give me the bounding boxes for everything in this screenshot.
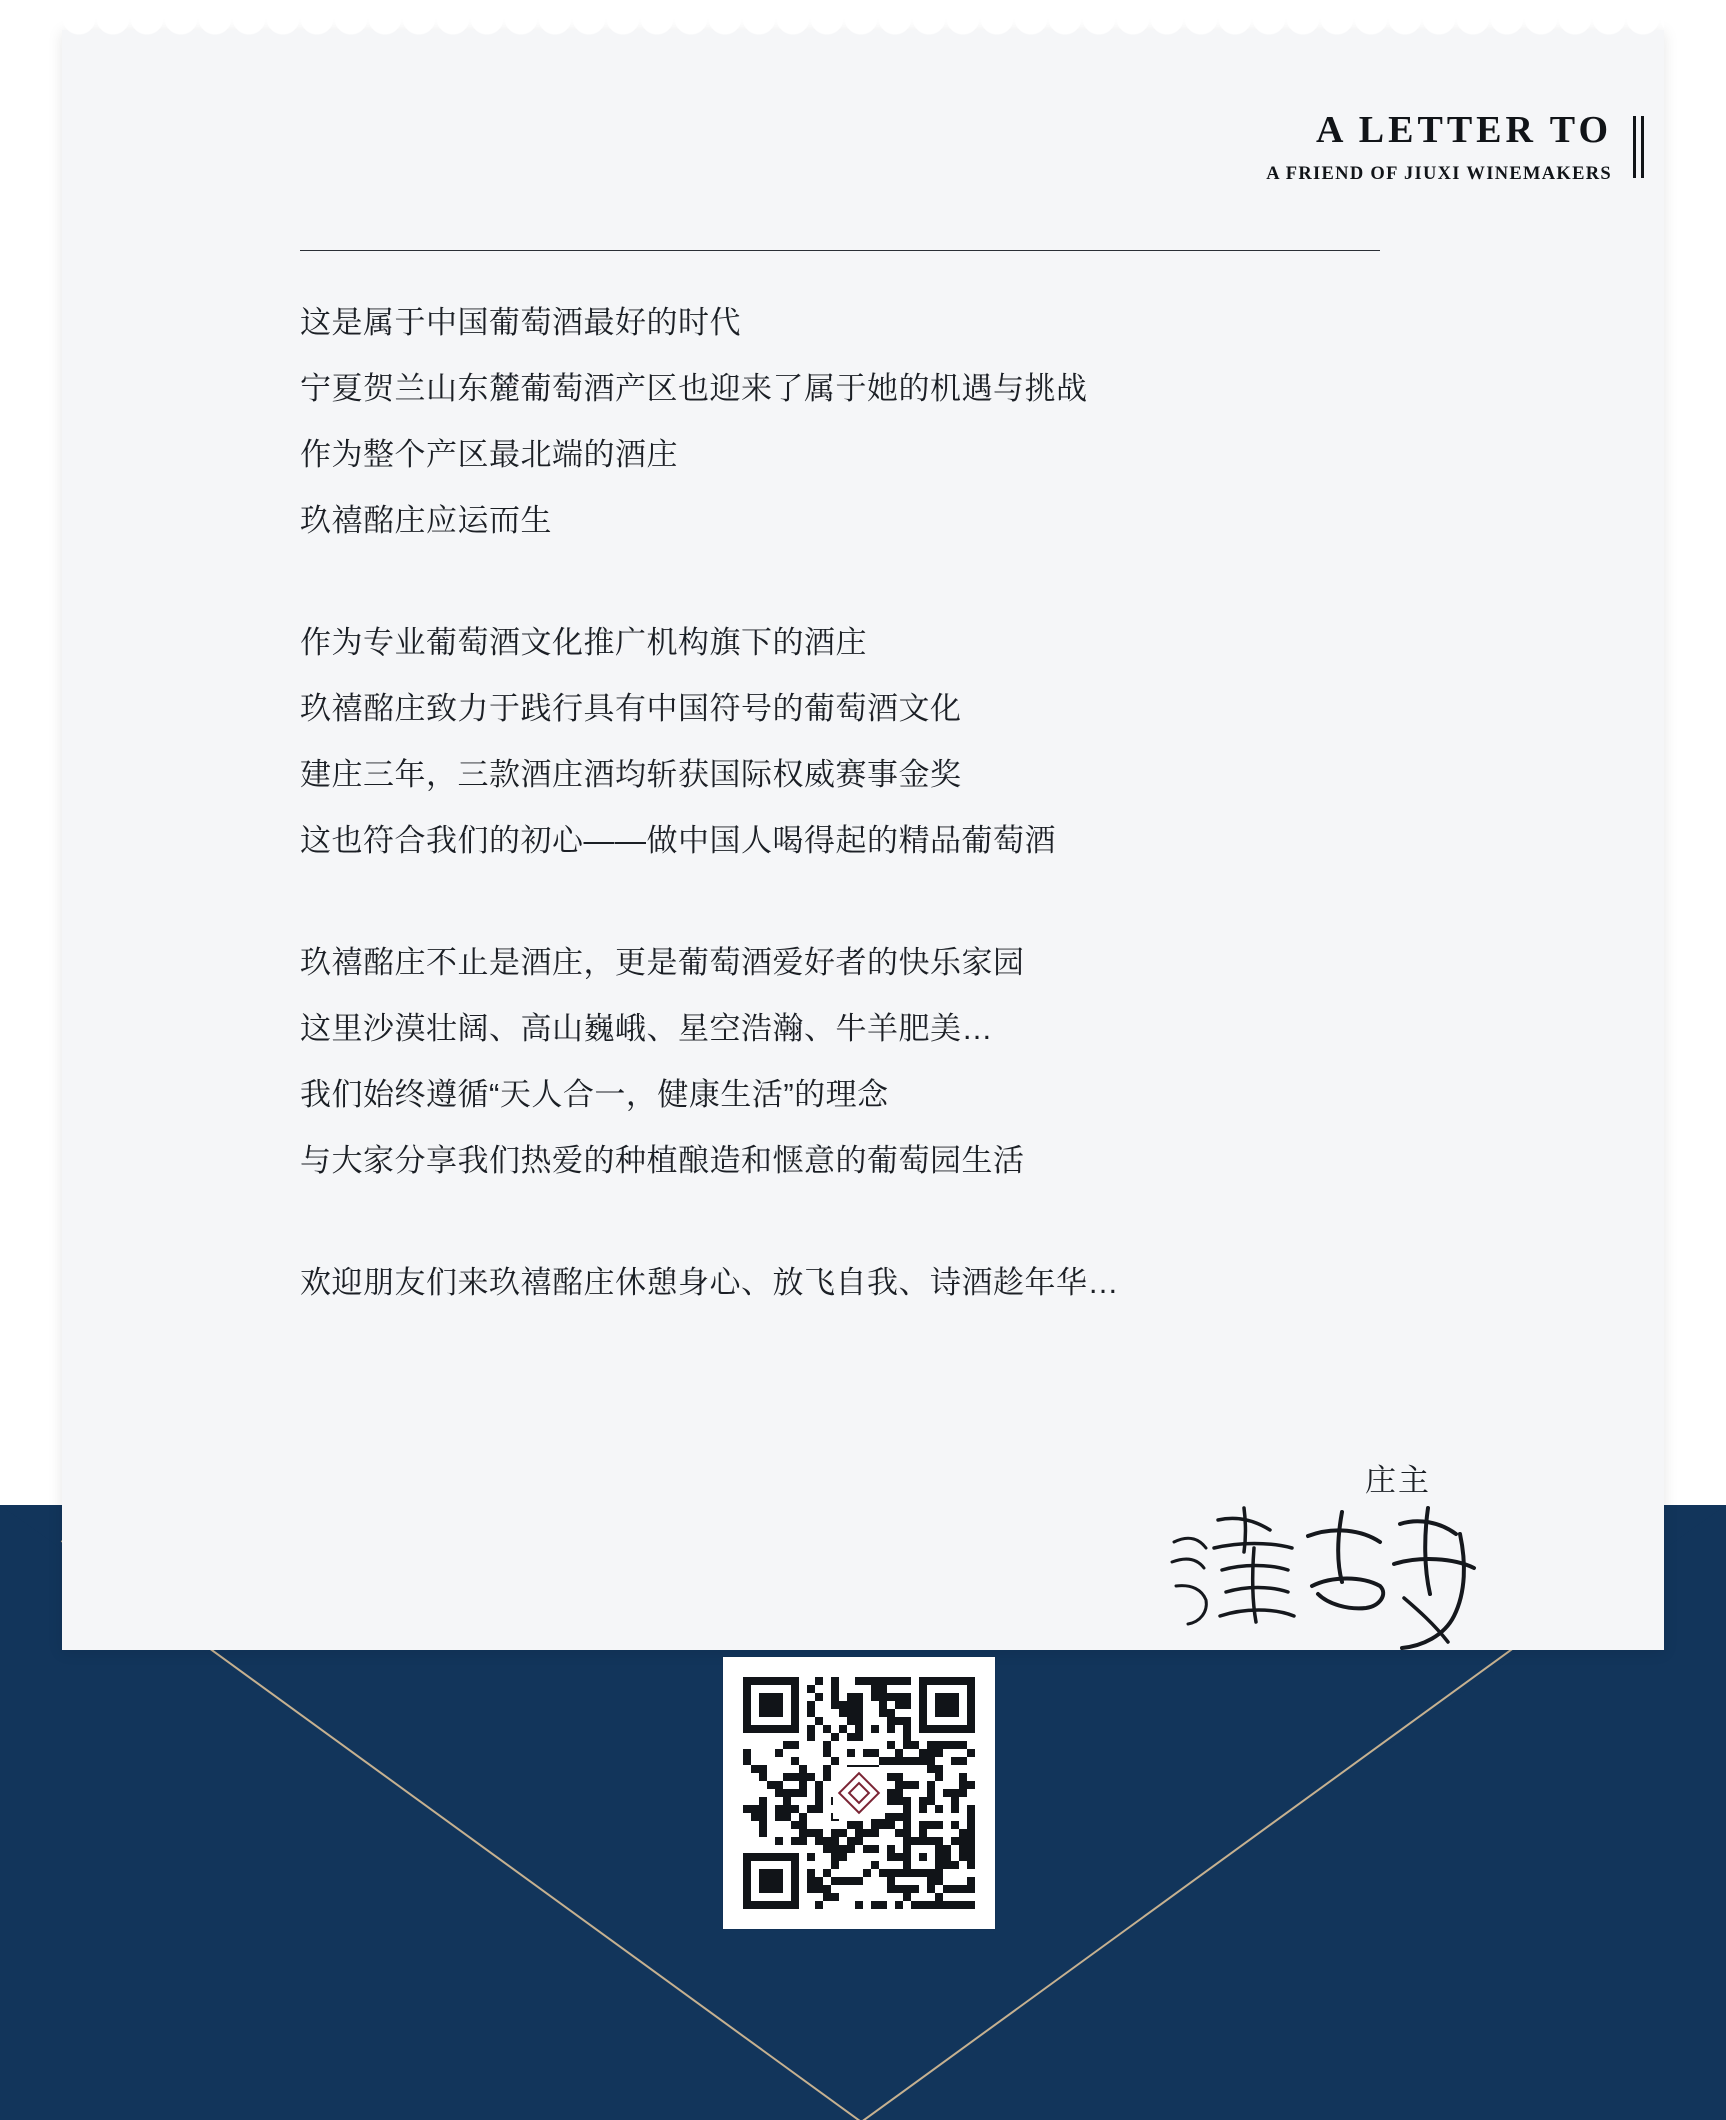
paragraph [300,290,1480,554]
page-subtitle: A FRIEND OF JIUXI WINEMAKERS [1266,163,1612,184]
letter-line: 这也符合我们的初心——做中国人喝得起的精品葡萄酒 [300,823,1056,858]
letter-body [300,290,1480,1316]
signature-label: 庄主 [1365,1463,1431,1498]
letter-line: 玖禧酩庄致力于践行具有中国符号的葡萄酒文化 [300,691,962,726]
letter-line: 建庄三年，三款酒庄酒均斩获国际权威赛事金奖 [300,757,962,792]
letter-line: 作为整个产区最北端的酒庄 [300,437,678,472]
letter-line: 这是属于中国葡萄酒最好的时代 [300,305,741,340]
paragraph [300,610,1480,874]
letter-line: 欢迎朋友们来玖禧酩庄休憩身心、放飞自我、诗酒趁年华… [300,1265,1119,1300]
letter-line: 与大家分享我们热爱的种植酿造和惬意的葡萄园生活 [300,1143,1025,1178]
handwritten-signature [1166,1490,1496,1670]
letter-line: 宁夏贺兰山东麓葡萄酒产区也迎来了属于她的机遇与挑战 [300,371,1088,406]
letter-header [1266,110,1644,185]
paragraph [300,1250,1480,1316]
double-bar-icon [1628,116,1644,178]
header-divider [300,250,1380,251]
qr-code[interactable] [723,1657,995,1929]
letter-line: 这里沙漠壮阔、高山巍峨、星空浩瀚、牛羊肥美… [300,1011,993,1046]
letter-line: 作为专业葡萄酒文化推广机构旗下的酒庄 [300,625,867,660]
brand-diamond-icon [833,1767,885,1819]
paragraph [300,930,1480,1194]
letter-line: 玖禧酩庄不止是酒庄，更是葡萄酒爱好者的快乐家园 [300,945,1025,980]
letter-line: 我们始终遵循“天人合一，健康生活”的理念 [300,1077,889,1112]
page-title: A LETTER TO [1315,109,1612,151]
letter-line: 玖禧酩庄应运而生 [300,503,552,538]
